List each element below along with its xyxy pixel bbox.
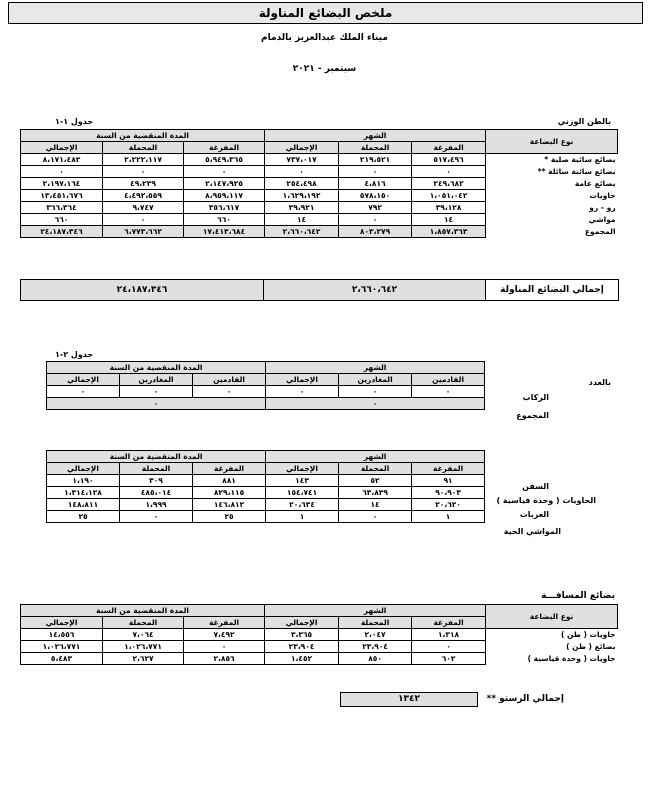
row-label: رو - رو bbox=[589, 203, 616, 212]
table3 bbox=[46, 450, 485, 523]
table-row bbox=[21, 653, 618, 665]
row-label: حاويات bbox=[589, 191, 616, 200]
cell: ٤،٤٩٢،٥٥٩ bbox=[103, 190, 184, 202]
group-year-header: المدة المنقضية من السنة bbox=[47, 451, 266, 463]
col-loaded: المحملة bbox=[103, 617, 184, 629]
cell: ٢،٨٥٦ bbox=[184, 653, 265, 665]
cell: ٢،١٤٧،٩٢٥ bbox=[184, 178, 265, 190]
cell: ٢،٦٢٧ bbox=[103, 653, 184, 665]
cell: ١،٩٩٩ bbox=[120, 499, 193, 511]
restow-label: ** إجمالي الرستو bbox=[486, 694, 564, 704]
col-unloaded: المفرغة bbox=[412, 617, 486, 629]
table-row bbox=[47, 499, 485, 511]
cell: ٤٨٥،٠١٤ bbox=[120, 487, 193, 499]
group-year-header: المدة المنقضية من السنة bbox=[21, 605, 265, 617]
col-loaded: المحملة bbox=[339, 463, 412, 475]
cell: ٠ bbox=[339, 166, 412, 178]
cell: ١،٣١٤،١٢٨ bbox=[47, 487, 120, 499]
cell: ١٧،٤١٣،٦٨٤ bbox=[184, 226, 265, 238]
cell: ٢٥ bbox=[47, 511, 120, 523]
cell: ٦٦٠ bbox=[184, 214, 265, 226]
transit-section-title: بضائع المسافـــة bbox=[541, 591, 615, 601]
cell: ٢٠،٦٢٠ bbox=[412, 499, 485, 511]
cell: ٢،٠٤٧ bbox=[339, 629, 412, 641]
table4 bbox=[20, 604, 618, 665]
cell: ١،٣١٨ bbox=[412, 629, 486, 641]
col-total: الإجمالي bbox=[21, 142, 103, 154]
cell: ٨٢٩،١١٥ bbox=[193, 487, 266, 499]
cell: ١،٠٢٦،٧٧١ bbox=[21, 641, 103, 653]
col-arrivals: القادمين bbox=[412, 374, 485, 386]
col-loaded: المحملة bbox=[339, 617, 412, 629]
summary-label: إجمالي البضائع المناولة bbox=[485, 280, 618, 300]
cell: ٢٠،٦٣٤ bbox=[266, 499, 339, 511]
table-row bbox=[47, 487, 485, 499]
table-row bbox=[21, 214, 618, 226]
total-handled-summary bbox=[20, 279, 619, 301]
cell: ٠ bbox=[47, 398, 266, 410]
cell: ٠ bbox=[47, 386, 120, 398]
cell: ٥،٤٨٣ bbox=[21, 653, 103, 665]
restow-value: ١٣٤٢ bbox=[340, 692, 478, 707]
row-label: حاويات ( طن ) bbox=[561, 630, 616, 640]
cell: ٢٥ bbox=[193, 511, 266, 523]
col-total: الإجمالي bbox=[265, 142, 339, 154]
report-title: ملخص البضائع المناولة bbox=[8, 2, 643, 24]
cell: ٢٥٤،٤٩٨ bbox=[265, 178, 339, 190]
cell: ١٤ bbox=[265, 214, 339, 226]
cell: ٢٣،٩٠٤ bbox=[339, 641, 412, 653]
group-year-header: المدة المنقضية من السنة bbox=[47, 362, 266, 374]
table-row bbox=[21, 166, 618, 178]
table1-unit: بالطن الوزني bbox=[557, 117, 611, 126]
cell: ٤٩،٢٣٩ bbox=[103, 178, 184, 190]
cell: ٠ bbox=[103, 214, 184, 226]
cell: ٦،٧٧٣،٦٦٢ bbox=[103, 226, 184, 238]
col-departures: المغادرين bbox=[339, 374, 412, 386]
cell: ١،٤٥٢ bbox=[265, 653, 339, 665]
cell: ٢٤٩،٦٨٢ bbox=[412, 178, 486, 190]
cell: ٨،٩٥٩،١١٧ bbox=[184, 190, 265, 202]
summary-year-total: ٢٤،١٨٧،٣٤٦ bbox=[21, 280, 263, 300]
row-label-ships: السفن bbox=[522, 482, 549, 491]
col-unloaded: المفرغة bbox=[412, 463, 485, 475]
cell: ١ bbox=[412, 511, 485, 523]
cell: ٠ bbox=[120, 511, 193, 523]
cell: ٣٥٦،٦١٧ bbox=[184, 202, 265, 214]
cell: ٥،٩٤٩،٣٦٥ bbox=[184, 154, 265, 166]
cell: ٠ bbox=[412, 386, 485, 398]
cell: ٤،٨١٦ bbox=[339, 178, 412, 190]
cell: ١٤ bbox=[339, 499, 412, 511]
cell: ٧٣٧،٠١٧ bbox=[265, 154, 339, 166]
cell: ٢،٦٦٠،٦٤٢ bbox=[265, 226, 339, 238]
cell: ٣٩،٩٢١ bbox=[265, 202, 339, 214]
row-label: مواشي bbox=[588, 215, 616, 224]
cell: ٠ bbox=[103, 166, 184, 178]
cell: ١٤ bbox=[412, 214, 486, 226]
table-row bbox=[47, 511, 485, 523]
cell: ٠ bbox=[339, 214, 412, 226]
cell: ٠ bbox=[21, 166, 103, 178]
cell: ٣٦٦،٣٦٤ bbox=[21, 202, 103, 214]
table-row bbox=[21, 154, 618, 166]
row-label: بضائع سائبة سائلة ** bbox=[537, 167, 616, 176]
col-total: الإجمالي bbox=[21, 617, 103, 629]
table-row bbox=[21, 629, 618, 641]
group-month-header: الشهر bbox=[266, 451, 485, 463]
cell: ٦٦٠ bbox=[21, 214, 103, 226]
cell: ١ bbox=[266, 511, 339, 523]
cell: ٢٤،١٨٧،٣٤٦ bbox=[21, 226, 103, 238]
summary-month-total: ٢،٦٦٠،٦٤٢ bbox=[263, 280, 485, 300]
row-label: بضائع ( طن ) bbox=[566, 642, 616, 651]
cargo-type-header: نوع البضاعة bbox=[486, 605, 618, 629]
cell: ١٥٤،٧٤١ bbox=[266, 487, 339, 499]
cell: ١٤٨،٨١١ bbox=[47, 499, 120, 511]
row-label-vehicles: العربات bbox=[519, 510, 549, 519]
cell: ٦٠٢ bbox=[412, 653, 486, 665]
cell: ٠ bbox=[266, 398, 485, 410]
table-total-row bbox=[21, 226, 618, 238]
col-total: الإجمالي bbox=[265, 617, 339, 629]
cell: ٨٨١ bbox=[193, 475, 266, 487]
col-loaded: المحملة bbox=[120, 463, 193, 475]
col-total: الإجمالي bbox=[266, 374, 339, 386]
cell: ٨٥٠ bbox=[339, 653, 412, 665]
table2-unit: بالعدد bbox=[588, 378, 611, 387]
table2 bbox=[46, 361, 485, 410]
cell: ٠ bbox=[412, 641, 486, 653]
table-row bbox=[21, 190, 618, 202]
cell: ٣،٣٦٥ bbox=[265, 629, 339, 641]
cell: ٧،٤٩٢ bbox=[184, 629, 265, 641]
cell: ٥١٧،٤٩٦ bbox=[412, 154, 486, 166]
table-row bbox=[47, 475, 485, 487]
cell: ١٤٦،٨١٢ bbox=[193, 499, 266, 511]
cargo-type-header: نوع البضاعة bbox=[486, 130, 618, 154]
cell: ٠ bbox=[412, 166, 486, 178]
cell: ١،٨٥٧،٣٦٣ bbox=[412, 226, 486, 238]
cell: ٥٧٨،١٥٠ bbox=[339, 190, 412, 202]
cell: ٢١٩،٥٢١ bbox=[339, 154, 412, 166]
row-label-livestock: المواشي الحية bbox=[503, 527, 561, 536]
cell: ٠ bbox=[184, 641, 265, 653]
cell: ٠ bbox=[184, 166, 265, 178]
cell: ٧،٠٦٤ bbox=[103, 629, 184, 641]
cell: ٠ bbox=[339, 386, 412, 398]
cell: ١٤٣ bbox=[266, 475, 339, 487]
row-label-containers-teu: الحاويات ( وحدة قياسية ) bbox=[496, 496, 596, 505]
cell: ٣٩،١٢٨ bbox=[412, 202, 486, 214]
col-unloaded: المفرغة bbox=[184, 142, 265, 154]
table1-label: جدول ١-١ bbox=[55, 117, 94, 126]
cell: ١٤،٥٥٦ bbox=[21, 629, 103, 641]
group-month-header: الشهر bbox=[265, 130, 486, 142]
group-month-header: الشهر bbox=[265, 605, 486, 617]
cell: ٧٩٢ bbox=[339, 202, 412, 214]
cell: ٢٣،٩٠٤ bbox=[265, 641, 339, 653]
cell: ٠ bbox=[120, 386, 193, 398]
table1 bbox=[20, 129, 618, 238]
report-period: سبتمبر - ٢٠٢١ bbox=[292, 64, 357, 74]
cell: ٥٢ bbox=[339, 475, 412, 487]
row-label: بضائع عامة bbox=[574, 179, 616, 188]
cell: ١،١٩٠ bbox=[47, 475, 120, 487]
row-label: المجموع bbox=[584, 227, 616, 236]
cell: ٩،٧٤٧ bbox=[103, 202, 184, 214]
row-label: حاويات ( وحدة قياسية ) bbox=[527, 654, 616, 663]
cell: ٠ bbox=[193, 386, 266, 398]
port-name: ميناء الملك عبدالعزيز بالدمام bbox=[261, 33, 388, 43]
cell: ٠ bbox=[339, 511, 412, 523]
col-arrivals: القادمين bbox=[193, 374, 266, 386]
cell: ٨،١٧١،٤٨٢ bbox=[21, 154, 103, 166]
row-label-passengers: الركاب bbox=[522, 393, 549, 402]
cell: ٩٠،٩٠٣ bbox=[412, 487, 485, 499]
table2-label: جدول ٢-١ bbox=[55, 350, 94, 359]
table-total-row bbox=[47, 398, 485, 410]
group-year-header: المدة المنقضية من السنة bbox=[21, 130, 265, 142]
col-unloaded: المفرغة bbox=[412, 142, 486, 154]
table-row bbox=[21, 202, 618, 214]
cell: ٨٠٣،٢٧٩ bbox=[339, 226, 412, 238]
cell: ٠ bbox=[266, 386, 339, 398]
cell: ٢،١٩٧،١٦٤ bbox=[21, 178, 103, 190]
cell: ١،٠٥١،٠٤٢ bbox=[412, 190, 486, 202]
group-month-header: الشهر bbox=[266, 362, 485, 374]
col-loaded: المحملة bbox=[103, 142, 184, 154]
col-total: الإجمالي bbox=[47, 374, 120, 386]
col-total: الإجمالي bbox=[47, 463, 120, 475]
col-total: الإجمالي bbox=[266, 463, 339, 475]
col-loaded: المحملة bbox=[339, 142, 412, 154]
cell: ٠ bbox=[265, 166, 339, 178]
cell: ١،٠٢٦،٧٧١ bbox=[103, 641, 184, 653]
col-unloaded: المفرغة bbox=[193, 463, 266, 475]
col-departures: المغادرين bbox=[120, 374, 193, 386]
table-row bbox=[21, 641, 618, 653]
cell: ١٣،٤٥١،٦٧٦ bbox=[21, 190, 103, 202]
cell: ٩١ bbox=[412, 475, 485, 487]
row-label: بضائع سائبة صلبة * bbox=[544, 155, 616, 165]
row-label-total: المجموع bbox=[516, 411, 549, 420]
table-row bbox=[21, 178, 618, 190]
table-row bbox=[47, 386, 485, 398]
col-unloaded: المفرغة bbox=[184, 617, 265, 629]
cell: ٦٣،٨٣٩ bbox=[339, 487, 412, 499]
cell: ١،٦٢٩،١٩٢ bbox=[265, 190, 339, 202]
cell: ٢،٢٢٢،١١٧ bbox=[103, 154, 184, 166]
cell: ٣٠٩ bbox=[120, 475, 193, 487]
